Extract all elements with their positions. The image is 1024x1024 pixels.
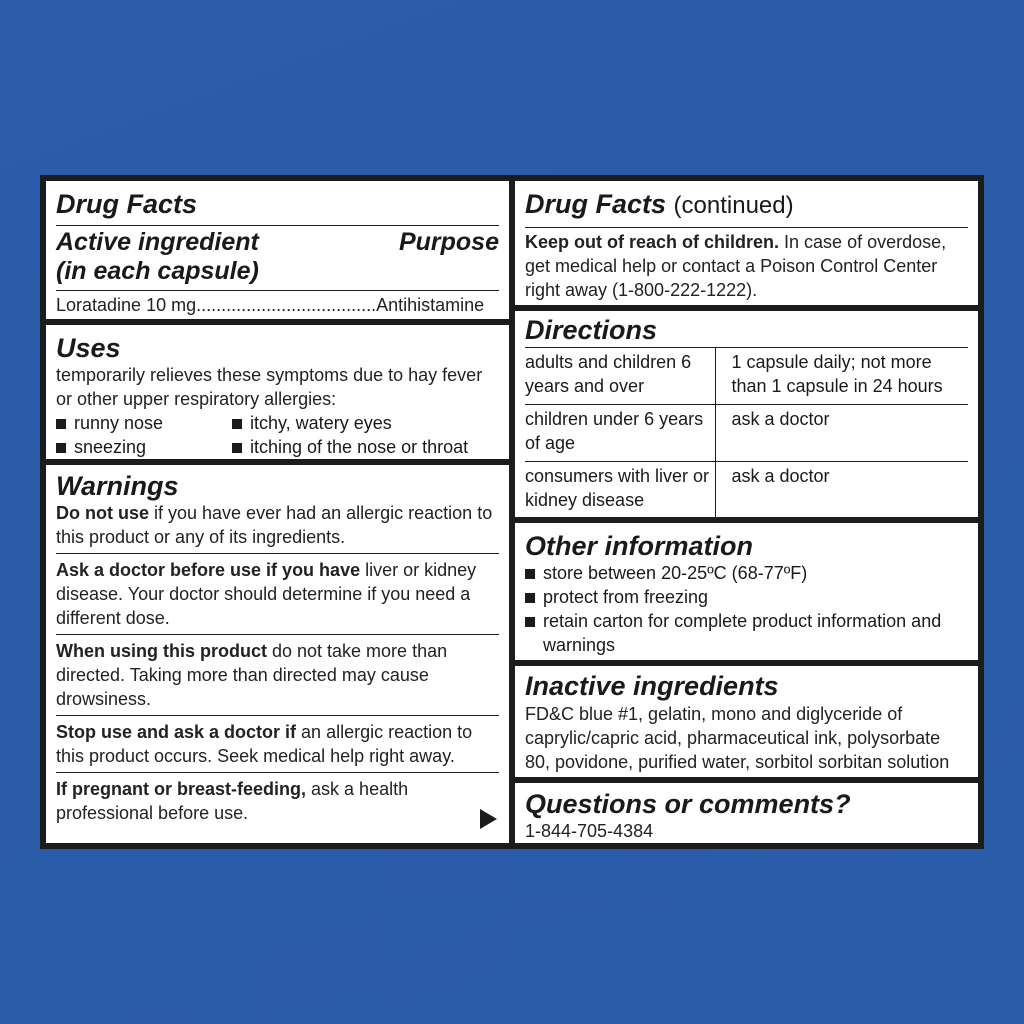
other-info-list — [525, 561, 968, 657]
directions-table — [525, 348, 968, 518]
inactive-ingredients-panel — [515, 666, 978, 777]
pregnant-warning: If pregnant or breast-feeding, ask a health professional before use. — [56, 779, 409, 823]
other-info-title: Other information — [525, 531, 753, 561]
symptoms-list — [56, 411, 499, 459]
warnings-title: Warnings — [56, 471, 179, 501]
directions-title: Directions — [525, 315, 658, 345]
uses-title: Uses — [56, 333, 121, 363]
warnings-panel — [46, 465, 509, 843]
right-column — [515, 181, 978, 843]
inactive-ingredients-title: Inactive ingredients — [525, 671, 779, 701]
drug-facts-continued-title: Drug Facts (continued) — [525, 189, 794, 219]
questions-panel — [515, 783, 978, 843]
uses-panel — [46, 325, 509, 459]
directions-dose: ask a doctor — [715, 462, 968, 519]
when-using-warning: When using this product do not take more than directed. Taking more than directed may cause drowsiness. — [56, 641, 448, 709]
directions-panel — [515, 311, 978, 517]
ingredient-line: Loratadine 10 mg....................................Antihistamine — [56, 295, 485, 315]
table-row — [525, 462, 968, 519]
continue-arrow-icon — [480, 809, 497, 829]
drug-facts-label — [40, 175, 984, 849]
directions-who: adults and children 6 years and over — [525, 348, 715, 405]
symptom-item: itchy, watery eyes — [232, 411, 499, 435]
other-info-item: store between 20-25ºC (68-77ºF) — [525, 561, 968, 585]
other-info-panel — [515, 523, 978, 660]
questions-phone: 1-844-705-4384 — [525, 821, 654, 841]
symptom-item: itching of the nose or throat — [232, 435, 499, 459]
questions-title: Questions or comments? — [525, 789, 851, 819]
directions-dose: 1 capsule daily; not more than 1 capsule in 24 hours — [731, 352, 943, 396]
other-info-item: protect from freezing — [525, 585, 968, 609]
ask-doctor-warning: Ask a doctor before use if you have liver or kidney disease. Your doctor should determine if you need a different dose. — [56, 560, 477, 628]
do-not-use-warning: Do not use if you have ever had an allergic reaction to this product or any of its ingredients. — [56, 503, 493, 547]
directions-who: consumers with liver or kidney disease — [525, 462, 715, 519]
symptom-item: runny nose — [56, 411, 232, 435]
table-row — [525, 405, 968, 462]
left-column — [46, 181, 509, 843]
in-each-capsule: (in each capsule) — [56, 257, 259, 285]
active-ingredient-heading: Active ingredient — [56, 228, 259, 256]
symptom-item: sneezing — [56, 435, 232, 459]
stop-use-warning: Stop use and ask a doctor if an allergic reaction to this product occurs. Seek medical help right away. — [56, 722, 473, 766]
directions-who: children under 6 years of age — [525, 405, 715, 462]
purpose-heading: Purpose — [398, 228, 499, 256]
table-row — [525, 348, 968, 405]
directions-dose: ask a doctor — [715, 405, 968, 462]
other-info-item: retain carton for complete product information and warnings — [525, 609, 968, 657]
inactive-ingredients-text: FD&C blue #1, gelatin, mono and diglyceride of caprylic/capric acid, pharmaceutical ink, polysorbate 80, povidone, purified water, sorbitol sorbitan solution — [525, 704, 950, 772]
keep-out-panel — [515, 181, 978, 305]
uses-intro: temporarily relieves these symptoms due to hay fever or other upper respiratory allergies: — [56, 365, 483, 409]
active-ingredient-panel — [46, 181, 509, 319]
keep-out-text: Keep out of reach of children. In case of overdose, get medical help or contact a Poison Control Center right away (1-800-222-1222). — [525, 232, 947, 300]
drug-facts-title: Drug Facts — [56, 189, 198, 219]
